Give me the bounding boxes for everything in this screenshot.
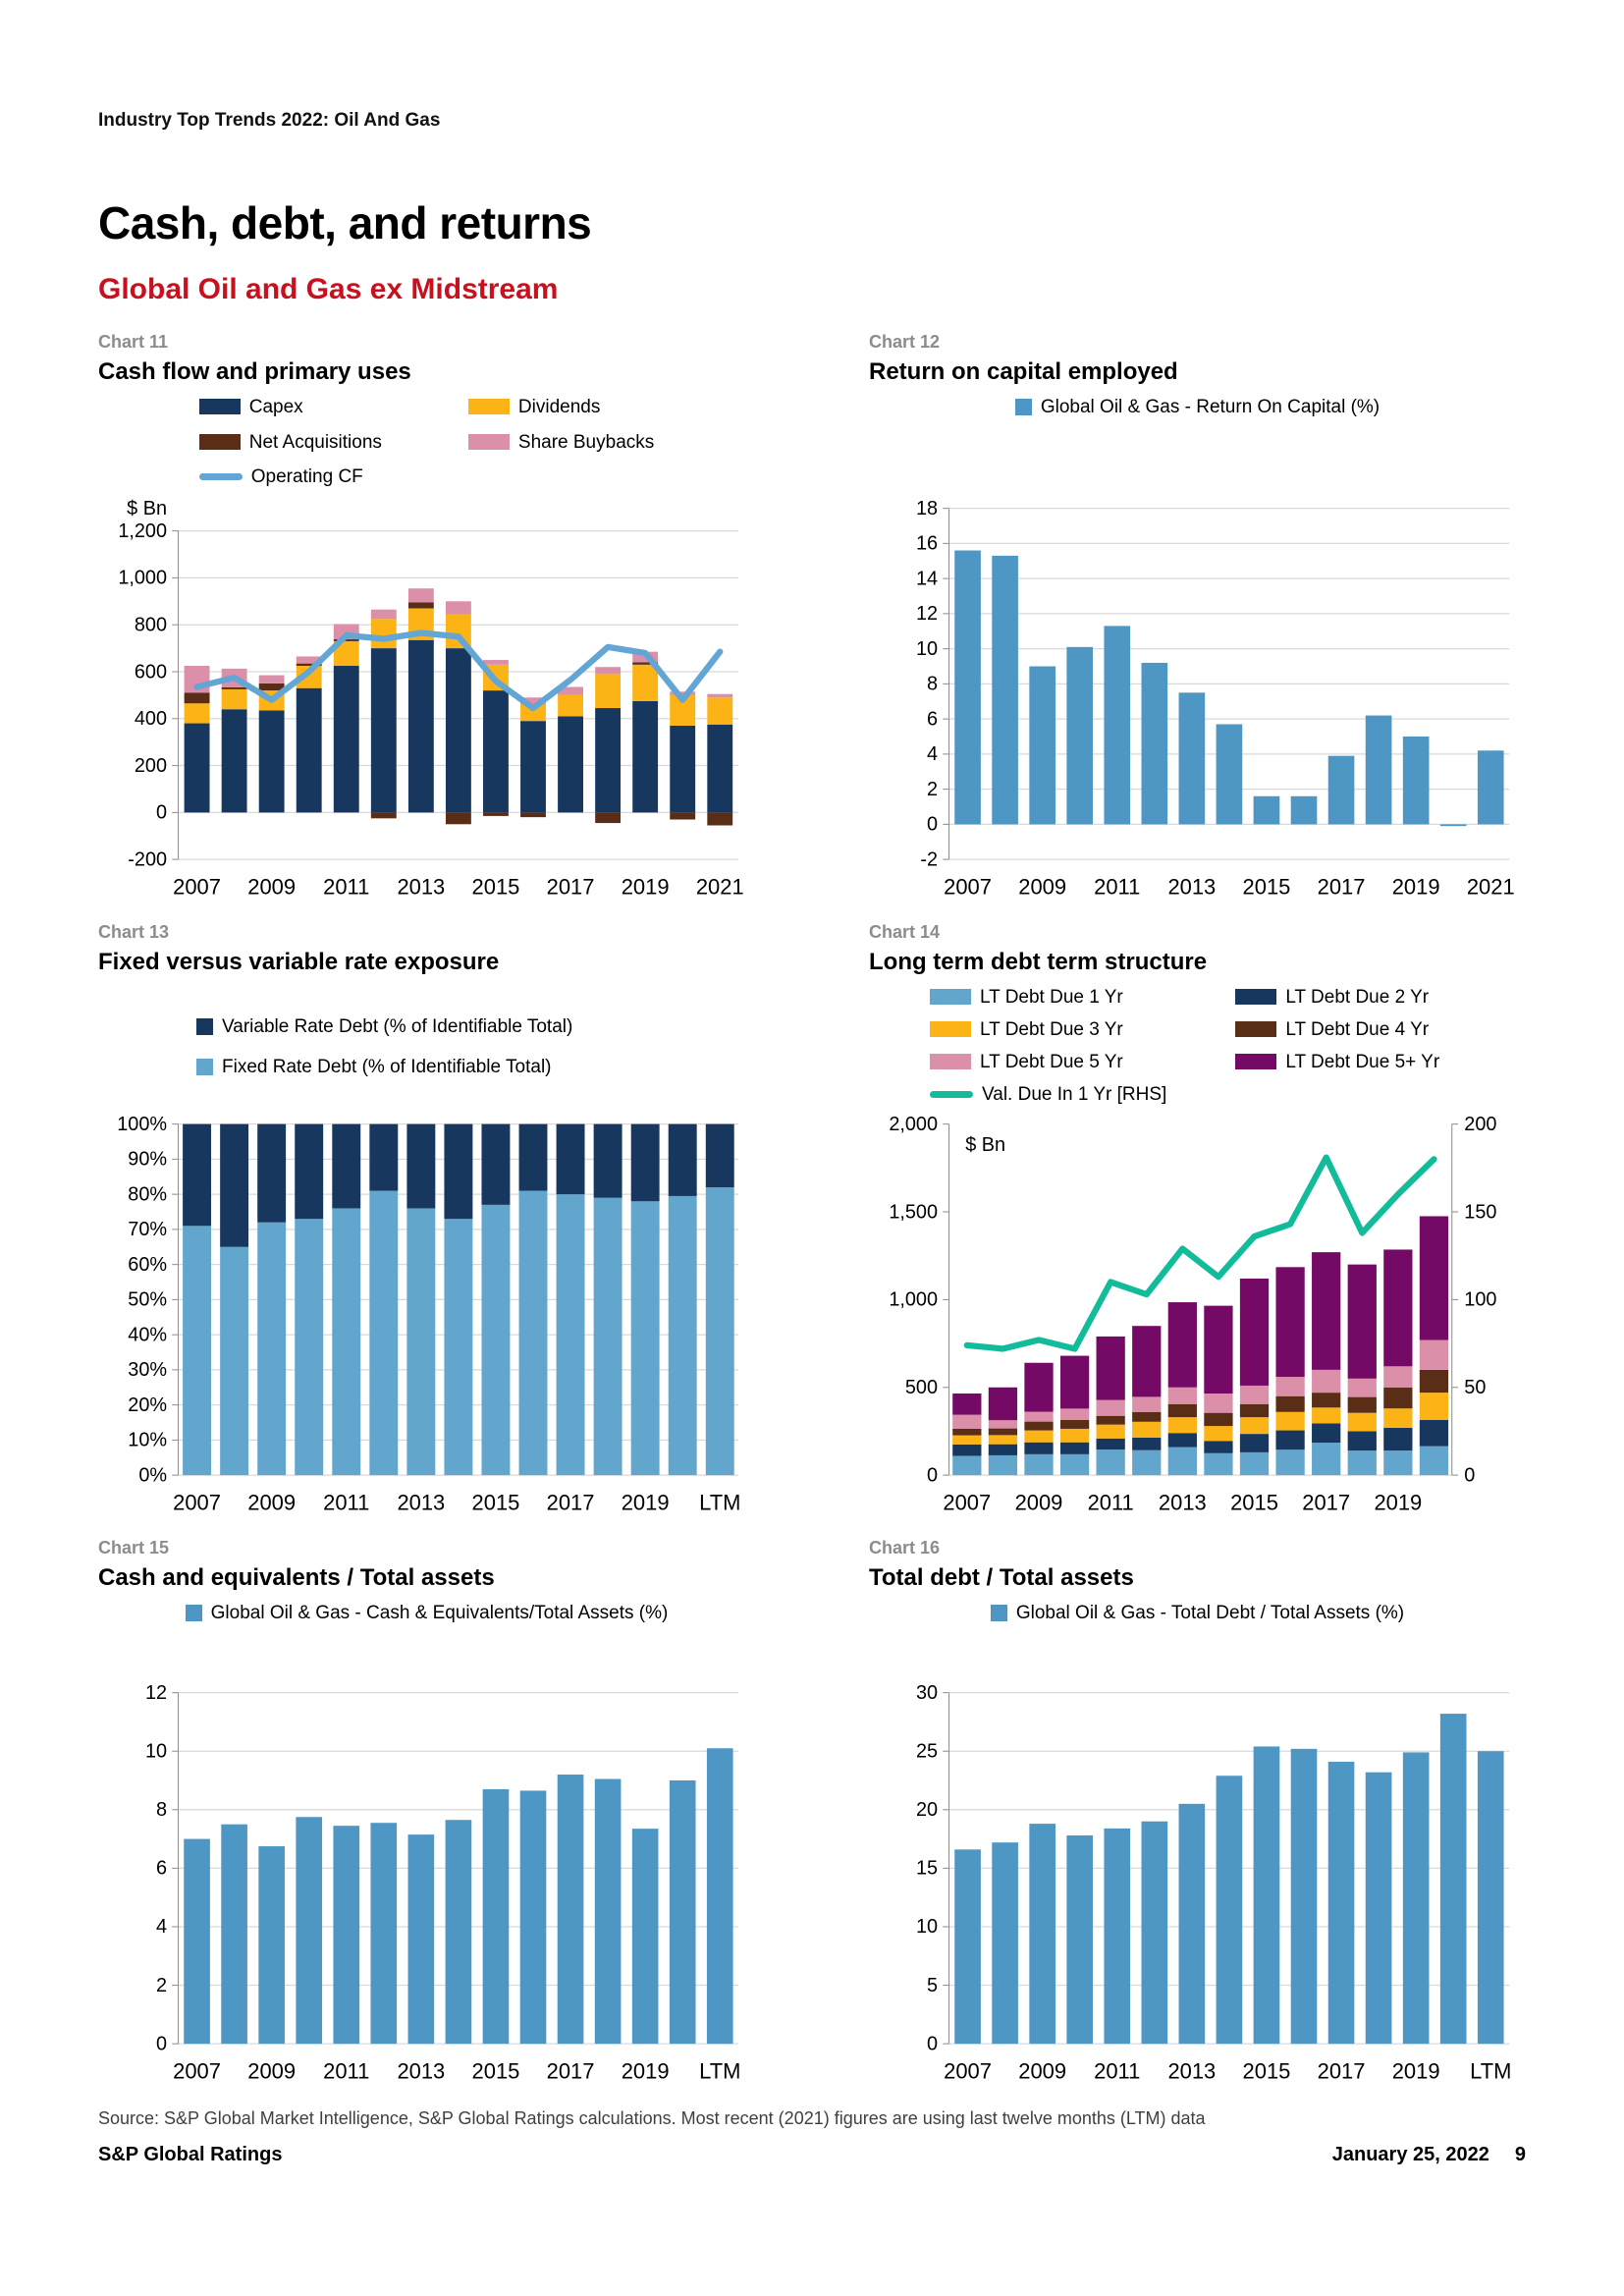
legend-marker-swatch	[930, 1021, 971, 1037]
legend-label: Variable Rate Debt (% of Identifiable Total)	[222, 1016, 573, 1038]
legend-label: LT Debt Due 5+ Yr	[1285, 1052, 1440, 1073]
legend-marker-swatch	[468, 434, 510, 450]
svg-text:2017: 2017	[1317, 2058, 1366, 2084]
legend-item	[1235, 1018, 1439, 1043]
svg-text:0: 0	[926, 813, 939, 836]
svg-text:2019: 2019	[621, 1490, 670, 1515]
legend-label: LT Debt Due 5 Yr	[980, 1052, 1123, 1073]
svg-text:10: 10	[915, 637, 939, 660]
legend-item	[930, 1018, 1166, 1043]
legend-label: Operating CF	[250, 466, 363, 488]
chart-label: Chart 15	[98, 1538, 170, 1558]
svg-text:6: 6	[926, 708, 939, 731]
svg-text:2011: 2011	[1094, 2058, 1141, 2084]
chart-title: Cash flow and primary uses	[98, 358, 411, 385]
svg-text:2019: 2019	[1391, 2058, 1440, 2084]
svg-text:100: 100	[1464, 1288, 1497, 1311]
report-header: Industry Top Trends 2022: Oil And Gas	[98, 110, 441, 131]
chart-canvas	[98, 494, 755, 904]
svg-text:25: 25	[915, 1740, 939, 1763]
axes	[943, 1693, 948, 2044]
axes	[172, 1124, 178, 1475]
chart-13-block	[98, 922, 755, 1520]
legend-label: Global Oil & Gas - Cash & Equivalents/Total Assets (%)	[210, 1603, 669, 1624]
chart-canvas	[98, 1110, 755, 1520]
svg-text:-2: -2	[920, 848, 939, 871]
footer-brand: S&P Global Ratings	[98, 2144, 283, 2165]
legend-item	[930, 1051, 1166, 1075]
svg-text:2011: 2011	[323, 874, 370, 900]
svg-text:2019: 2019	[621, 874, 670, 900]
chart-label: Chart 16	[869, 1538, 941, 1558]
svg-text:2017: 2017	[546, 2058, 595, 2084]
legend-label: LT Debt Due 1 Yr	[980, 987, 1123, 1009]
axes	[172, 531, 178, 860]
svg-text:50%: 50%	[128, 1288, 168, 1311]
axes	[172, 1693, 178, 2044]
svg-text:12: 12	[144, 1682, 168, 1705]
bars	[954, 551, 1503, 827]
svg-text:2009: 2009	[1018, 874, 1067, 900]
legend-label: Net Acquisitions	[248, 431, 382, 453]
legend-label: LT Debt Due 3 Yr	[980, 1019, 1123, 1041]
svg-text:1,000: 1,000	[118, 567, 168, 589]
svg-text:10: 10	[915, 1916, 939, 1939]
chart-plot	[98, 1110, 755, 1520]
svg-text:60%: 60%	[128, 1254, 168, 1277]
footer-page-number: 9	[1514, 2144, 1526, 2165]
legend-label: LT Debt Due 2 Yr	[1285, 987, 1430, 1009]
chart-plot	[98, 494, 755, 904]
svg-text:2011: 2011	[323, 1490, 370, 1515]
chart-title: Cash and equivalents / Total assets	[98, 1564, 495, 1592]
chart-title: Long term debt term structure	[869, 949, 1208, 976]
svg-text:2009: 2009	[247, 1490, 297, 1515]
bars	[184, 1748, 732, 2044]
svg-text:1,200: 1,200	[118, 519, 168, 542]
legend-marker-line	[930, 1091, 973, 1098]
svg-text:2019: 2019	[621, 2058, 670, 2084]
svg-text:20: 20	[915, 1799, 939, 1822]
svg-text:1,000: 1,000	[889, 1288, 939, 1311]
legend-marker-swatch	[991, 1605, 1007, 1621]
svg-text:2007: 2007	[173, 2058, 221, 2084]
chart-plot	[869, 1678, 1526, 2089]
svg-text:2007: 2007	[173, 874, 221, 900]
svg-text:2013: 2013	[1158, 1490, 1207, 1515]
svg-text:-200: -200	[128, 848, 168, 871]
svg-text:14: 14	[915, 568, 939, 590]
svg-text:30: 30	[915, 1682, 939, 1705]
svg-text:18: 18	[915, 497, 939, 519]
legend-item	[199, 465, 382, 490]
legend-label: Global Oil & Gas - Total Debt / Total Assets (%)	[1015, 1603, 1405, 1624]
svg-text:8: 8	[155, 1799, 168, 1822]
chart-label: Chart 14	[869, 922, 941, 943]
svg-text:0%: 0%	[138, 1464, 168, 1487]
svg-text:30%: 30%	[128, 1359, 168, 1382]
svg-text:4: 4	[155, 1916, 168, 1939]
svg-text:2011: 2011	[323, 2058, 370, 2084]
svg-text:2017: 2017	[1317, 874, 1366, 900]
svg-text:2009: 2009	[1018, 2058, 1067, 2084]
bars	[185, 588, 733, 825]
svg-text:LTM: LTM	[699, 1490, 741, 1515]
svg-text:2: 2	[155, 1975, 168, 1997]
svg-text:1,500: 1,500	[889, 1201, 939, 1224]
svg-text:200: 200	[134, 754, 168, 777]
svg-text:2011: 2011	[1094, 874, 1141, 900]
svg-text:80%: 80%	[128, 1183, 168, 1206]
svg-text:2019: 2019	[1391, 874, 1440, 900]
legend-label: Capex	[248, 397, 303, 417]
svg-text:LTM: LTM	[699, 2058, 741, 2084]
svg-text:15: 15	[915, 1857, 939, 1880]
page-footer	[98, 2144, 1526, 2166]
svg-text:2007: 2007	[173, 1490, 221, 1515]
legend-item	[199, 431, 382, 456]
bars	[954, 1714, 1503, 2044]
svg-text:2015: 2015	[1242, 2058, 1291, 2084]
legend-item	[991, 1602, 1404, 1626]
legend-item	[468, 396, 654, 420]
bars	[183, 1124, 734, 1475]
legend-item	[186, 1602, 669, 1626]
chart-canvas	[869, 1678, 1526, 2089]
svg-text:2009: 2009	[247, 874, 297, 900]
svg-text:0: 0	[1464, 1464, 1476, 1487]
svg-text:70%: 70%	[128, 1219, 168, 1241]
svg-text:2013: 2013	[397, 2058, 446, 2084]
svg-text:0: 0	[926, 2033, 939, 2055]
svg-text:2015: 2015	[471, 1490, 520, 1515]
axes	[943, 509, 948, 859]
legend-item	[196, 1015, 572, 1040]
legend-marker-line	[199, 473, 243, 480]
chart-plot	[98, 1678, 755, 2089]
axes	[943, 1124, 1458, 1475]
legend-label: LT Debt Due 4 Yr	[1285, 1019, 1430, 1041]
legend-label: Val. Due In 1 Yr [RHS]	[982, 1084, 1167, 1106]
svg-text:5: 5	[926, 1975, 939, 1997]
legend-marker-swatch	[1015, 399, 1032, 415]
chart-legend	[869, 986, 1526, 1110]
chart-title: Total debt / Total assets	[869, 1564, 1134, 1592]
svg-text:6: 6	[155, 1857, 168, 1880]
chart-legend	[869, 396, 1526, 494]
legend-marker-swatch	[199, 434, 241, 450]
svg-text:2021: 2021	[695, 874, 744, 900]
svg-text:800: 800	[134, 614, 168, 636]
svg-text:2013: 2013	[1167, 2058, 1217, 2084]
chart-12-block	[869, 332, 1526, 904]
svg-text:150: 150	[1464, 1201, 1497, 1224]
svg-text:90%: 90%	[128, 1148, 168, 1171]
source-note: Source: S&P Global Market Intelligence, S&P Global Ratings calculations. Most recent (2021) figures are using last twelve months (LTM) data	[98, 2108, 1206, 2129]
svg-text:50: 50	[1464, 1377, 1487, 1399]
legend-item	[930, 1083, 1166, 1108]
svg-text:2013: 2013	[397, 1490, 446, 1515]
svg-text:400: 400	[134, 708, 168, 731]
svg-text:LTM: LTM	[1470, 2058, 1512, 2084]
legend-marker-swatch	[468, 399, 510, 414]
svg-text:2011: 2011	[1087, 1490, 1134, 1515]
chart-legend	[869, 1602, 1526, 1678]
charts-grid	[98, 332, 1526, 2089]
svg-text:2015: 2015	[1242, 874, 1291, 900]
legend-marker-swatch	[1235, 1054, 1276, 1069]
svg-text:16: 16	[915, 532, 939, 555]
chart-label: Chart 12	[869, 332, 941, 352]
svg-text:2017: 2017	[1302, 1490, 1351, 1515]
svg-text:2017: 2017	[546, 874, 595, 900]
chart-14-block	[869, 922, 1526, 1520]
svg-text:2007: 2007	[944, 874, 992, 900]
legend-label: Global Oil & Gas - Return On Capital (%)	[1040, 397, 1380, 417]
svg-text:$ Bn: $ Bn	[127, 497, 168, 519]
legend-marker-swatch	[930, 1054, 971, 1069]
chart-15-block	[98, 1538, 755, 2089]
chart-legend	[98, 1602, 755, 1678]
svg-text:8: 8	[926, 673, 939, 695]
svg-text:100%: 100%	[117, 1114, 168, 1136]
chart-title: Fixed versus variable rate exposure	[98, 949, 500, 976]
legend-marker-swatch	[1235, 1021, 1276, 1037]
footer-date-page	[1332, 2144, 1526, 2166]
legend-marker-swatch	[196, 1018, 213, 1035]
footer-date: January 25, 2022	[1331, 2144, 1489, 2165]
svg-text:2019: 2019	[1374, 1490, 1423, 1515]
svg-text:2: 2	[926, 778, 939, 800]
svg-text:2015: 2015	[1230, 1490, 1278, 1515]
chart-legend	[98, 396, 755, 494]
legend-item	[1015, 396, 1380, 420]
legend-marker-swatch	[199, 399, 241, 414]
chart-plot	[869, 494, 1526, 904]
svg-text:2021: 2021	[1466, 874, 1515, 900]
section-title: Global Oil and Gas ex Midstream	[98, 273, 559, 305]
chart-legend	[98, 986, 755, 1110]
svg-text:600: 600	[134, 661, 168, 683]
svg-text:2013: 2013	[1167, 874, 1217, 900]
legend-marker-swatch	[1235, 989, 1276, 1005]
chart-label: Chart 11	[98, 332, 169, 352]
svg-text:2015: 2015	[471, 874, 520, 900]
page-title: Cash, debt, and returns	[98, 197, 592, 248]
legend-marker-swatch	[186, 1605, 202, 1621]
svg-text:4: 4	[926, 743, 939, 766]
legend-item	[196, 1056, 552, 1080]
svg-text:10%: 10%	[128, 1429, 168, 1451]
chart-plot	[869, 1110, 1526, 1520]
chart-title: Return on capital employed	[869, 358, 1178, 385]
legend-label: Dividends	[517, 397, 601, 417]
svg-text:2,000: 2,000	[889, 1114, 939, 1136]
svg-text:200: 200	[1464, 1114, 1497, 1136]
svg-text:10: 10	[144, 1740, 168, 1763]
svg-text:2009: 2009	[247, 2058, 297, 2084]
svg-text:0: 0	[155, 801, 168, 824]
svg-text:2007: 2007	[943, 1490, 992, 1515]
svg-text:2017: 2017	[546, 1490, 595, 1515]
chart-canvas	[98, 1678, 755, 2089]
svg-text:20%: 20%	[128, 1394, 168, 1417]
svg-text:2013: 2013	[397, 874, 446, 900]
legend-item	[930, 986, 1166, 1011]
legend-label: Share Buybacks	[517, 431, 655, 453]
svg-text:2007: 2007	[944, 2058, 992, 2084]
svg-text:2009: 2009	[1014, 1490, 1063, 1515]
chart-label: Chart 13	[98, 922, 170, 943]
legend-item	[1235, 986, 1439, 1011]
svg-text:0: 0	[155, 2033, 168, 2055]
svg-text:500: 500	[904, 1377, 939, 1399]
svg-text:12: 12	[915, 603, 939, 626]
legend-marker-swatch	[196, 1059, 213, 1075]
chart-canvas	[869, 494, 1526, 904]
legend-item	[468, 431, 654, 456]
legend-item	[1235, 1051, 1439, 1075]
svg-text:0: 0	[926, 1464, 939, 1487]
legend-item	[199, 396, 382, 420]
svg-text:$ Bn: $ Bn	[965, 1133, 1006, 1156]
legend-marker-swatch	[930, 989, 971, 1005]
legend-label: Fixed Rate Debt (% of Identifiable Total)	[222, 1057, 552, 1078]
svg-text:40%: 40%	[128, 1324, 168, 1346]
chart-canvas	[869, 1110, 1526, 1520]
svg-text:2015: 2015	[471, 2058, 520, 2084]
chart-16-block	[869, 1538, 1526, 2089]
chart-11-block	[98, 332, 755, 904]
